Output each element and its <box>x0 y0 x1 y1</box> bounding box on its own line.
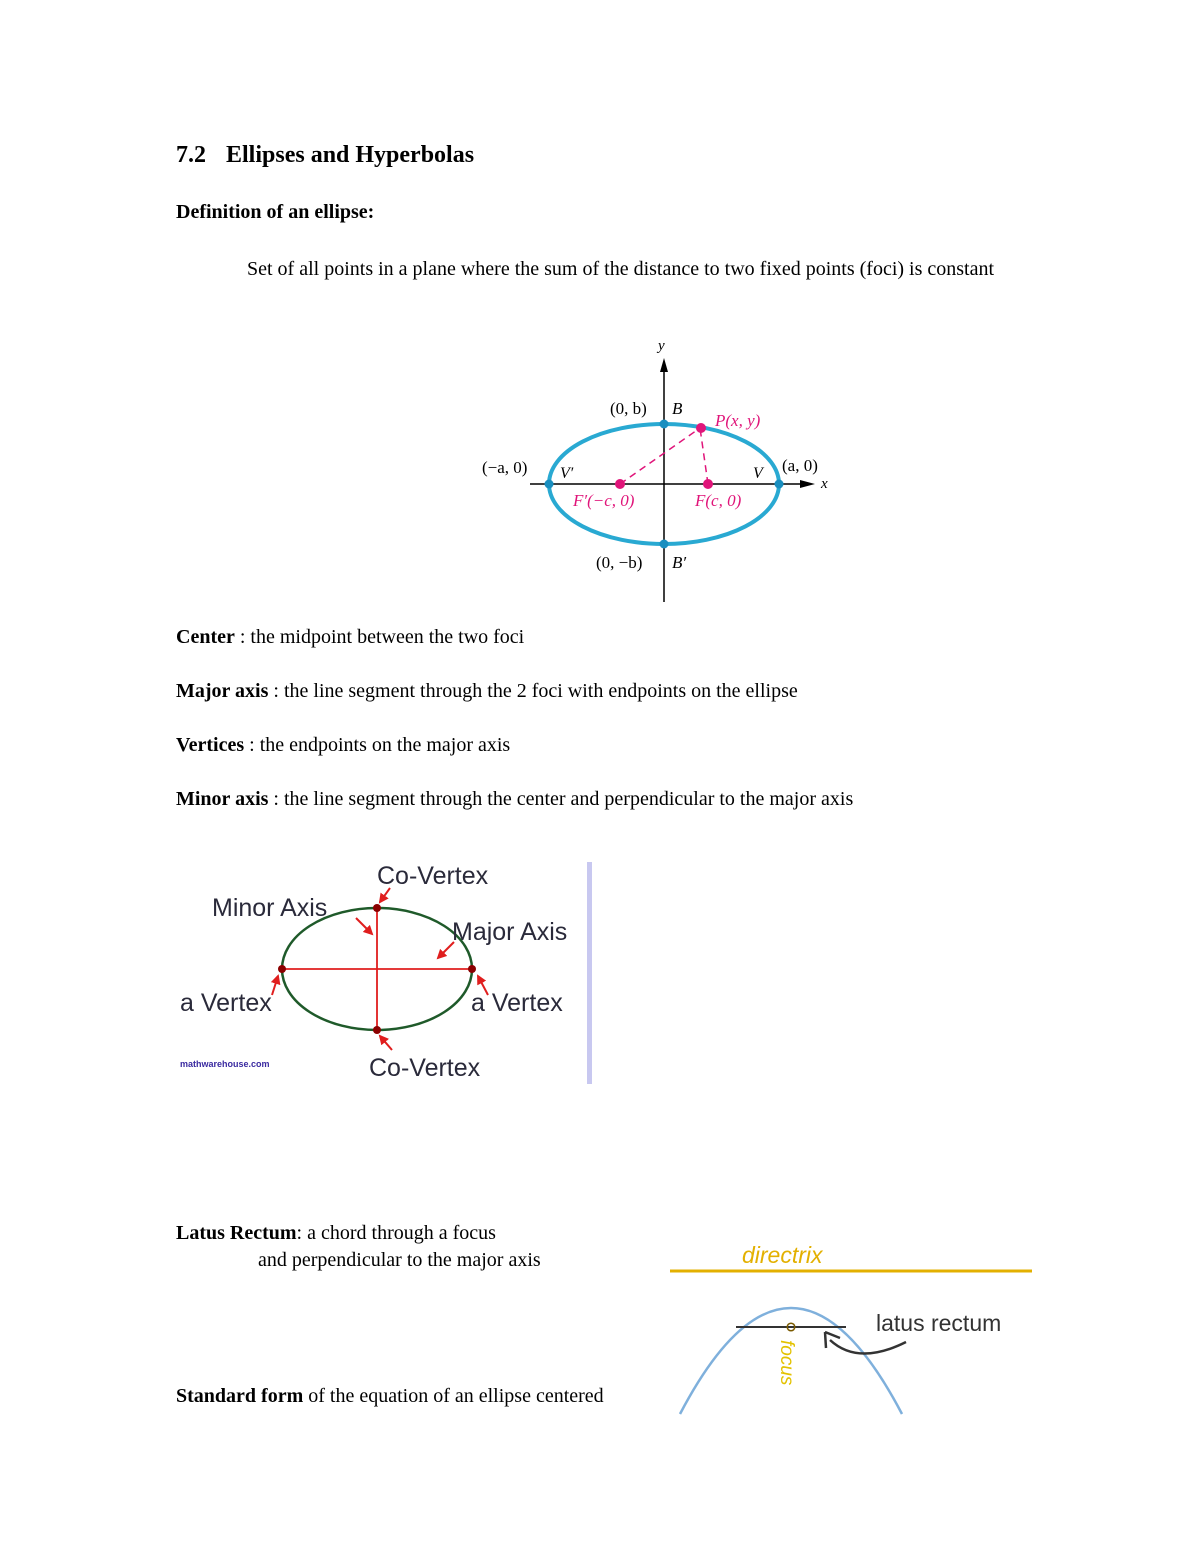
y-axis-arrow <box>660 358 668 372</box>
ellipse-parts-figure <box>176 858 600 1088</box>
latus-rectum-label: latus rectum <box>876 1310 1002 1336</box>
y-axis-label: y <box>658 338 665 354</box>
b-label: B <box>672 399 683 418</box>
point-p <box>696 423 706 433</box>
b-coordinate: (0, b) <box>610 399 647 418</box>
definition-label: Definition of an ellipse: <box>176 201 375 223</box>
focus-right-label: F(c, 0) <box>695 491 742 510</box>
neg-a-coordinate: (−a, 0) <box>482 458 528 477</box>
co-vertex-bottom-point <box>373 1026 381 1034</box>
focus-left-label: F′(−c, 0) <box>573 491 635 510</box>
x-axis-arrow <box>800 480 815 488</box>
term-description: the endpoints on the major axis <box>259 734 511 756</box>
watermark: mathwarehouse.com <box>180 1059 270 1069</box>
point-v-prime <box>545 480 554 489</box>
latus-rectum-line1 <box>176 1222 496 1245</box>
pos-a-coordinate: (a, 0) <box>782 456 818 475</box>
term-label: Major axis <box>176 680 269 702</box>
term-center <box>176 626 524 649</box>
vertex-left-point <box>278 965 286 973</box>
term-minor-axis <box>176 788 853 811</box>
term-description: the line segment through the center and perpendicular to the major axis <box>283 788 854 810</box>
vertex-left-label: a Vertex <box>180 989 272 1017</box>
focus-right-point <box>703 479 713 489</box>
point-b-prime <box>660 540 669 549</box>
focus-left-point <box>615 479 625 489</box>
co-vertex-top-label: Co-Vertex <box>377 862 489 890</box>
point-v <box>775 480 784 489</box>
definition-text: Set of all points in a plane where the sum of the distance to two fixed points (foci) is constant <box>247 258 995 280</box>
minor-axis-label: Minor Axis <box>212 894 328 922</box>
arrow-vertex-left <box>272 976 278 995</box>
latus-rectum-figure <box>668 1236 1038 1416</box>
term-vertices <box>176 734 510 757</box>
term-description: the midpoint between the two foci <box>250 626 525 648</box>
latus-rectum-arrow <box>830 1340 906 1354</box>
focal-line-left <box>620 428 700 484</box>
section-number: 7.2 <box>176 142 206 168</box>
neg-b-coordinate: (0, −b) <box>596 553 643 572</box>
term-label: Minor axis <box>176 788 269 810</box>
vertex-right-point <box>468 965 476 973</box>
section-title: Ellipses and Hyperbolas <box>226 142 475 168</box>
co-vertex-top-point <box>373 904 381 912</box>
term-separator: : <box>268 788 284 810</box>
directrix-label: directrix <box>742 1242 823 1268</box>
standard-form-line <box>176 1385 670 1408</box>
term-separator: : <box>268 680 284 702</box>
point-b <box>660 420 669 429</box>
v-prime-label: V′ <box>560 465 574 482</box>
x-axis-label: x <box>821 476 828 492</box>
ellipse-coordinate-figure <box>470 330 850 610</box>
latus-rectum-term: Latus Rectum <box>176 1222 297 1244</box>
arrow-co-vertex-top <box>380 888 390 902</box>
term-separator: : <box>234 626 251 648</box>
major-axis-label: Major Axis <box>452 918 568 946</box>
p-label: P(x, y) <box>715 411 761 430</box>
term-label: Vertices <box>176 734 245 756</box>
figure-border <box>587 862 592 1084</box>
arrow-co-vertex-bottom <box>380 1036 392 1050</box>
focus-label: focus <box>776 1340 797 1386</box>
v-label: V <box>753 465 763 482</box>
vertex-right-label: a Vertex <box>471 989 563 1017</box>
b-prime-label: B′ <box>672 553 687 572</box>
term-major-axis <box>176 680 798 703</box>
focal-line-right <box>700 428 708 484</box>
latus-rectum-desc1: : a chord through a focus <box>296 1222 496 1244</box>
co-vertex-bottom-label: Co-Vertex <box>369 1054 481 1082</box>
standard-form-term: Standard form <box>176 1385 304 1407</box>
arrow-minor-axis <box>356 918 372 934</box>
latus-rectum-line2: and perpendicular to the major axis <box>258 1249 541 1271</box>
standard-form-text: of the equation of an ellipse centered <box>303 1385 604 1407</box>
term-label: Center <box>176 626 235 648</box>
term-description: the line segment through the 2 foci with endpoints on the ellipse <box>283 680 798 702</box>
term-separator: : <box>244 734 260 756</box>
section-heading <box>176 142 474 169</box>
